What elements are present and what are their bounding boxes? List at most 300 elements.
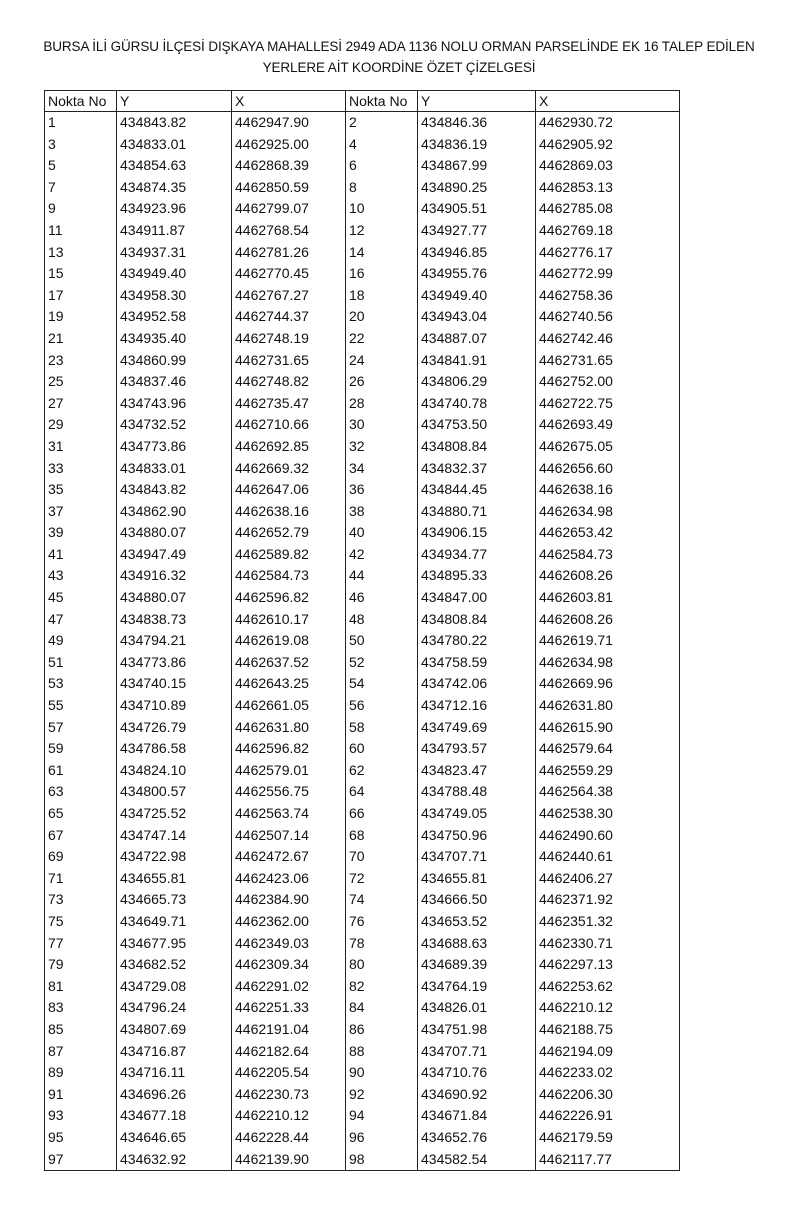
x-cell: 4462251.33 — [232, 997, 346, 1019]
table-row — [45, 544, 680, 566]
table-row — [45, 177, 680, 199]
y-cell: 434677.18 — [117, 1105, 232, 1127]
nokta-no-cell: 64 — [346, 781, 418, 803]
y-cell: 434666.50 — [418, 889, 536, 911]
table-row — [45, 263, 680, 285]
nokta-no-cell: 4 — [346, 134, 418, 156]
nokta-no-cell: 30 — [346, 414, 418, 436]
y-cell: 434710.76 — [418, 1062, 536, 1084]
x-cell: 4462584.73 — [232, 565, 346, 587]
nokta-no-cell: 44 — [346, 565, 418, 587]
table-row — [45, 1149, 680, 1171]
nokta-no-cell: 39 — [45, 522, 117, 544]
x-cell: 4462772.99 — [536, 263, 680, 285]
nokta-no-cell: 87 — [45, 1041, 117, 1063]
y-cell: 434874.35 — [117, 177, 232, 199]
x-cell: 4462731.65 — [536, 350, 680, 372]
x-cell: 4462619.71 — [536, 630, 680, 652]
nokta-no-cell: 40 — [346, 522, 418, 544]
table-row — [45, 868, 680, 890]
x-cell: 4462731.65 — [232, 350, 346, 372]
table-body — [45, 112, 680, 1171]
y-cell: 434927.77 — [418, 220, 536, 242]
x-cell: 4462226.91 — [536, 1105, 680, 1127]
y-cell: 434682.52 — [117, 954, 232, 976]
nokta-no-cell: 49 — [45, 630, 117, 652]
y-cell: 434808.84 — [418, 436, 536, 458]
y-cell: 434655.81 — [117, 868, 232, 890]
y-cell: 434867.99 — [418, 155, 536, 177]
nokta-no-cell: 69 — [45, 846, 117, 868]
table-row — [45, 630, 680, 652]
x-cell: 4462631.80 — [232, 717, 346, 739]
nokta-no-cell: 9 — [45, 198, 117, 220]
x-cell: 4462710.66 — [232, 414, 346, 436]
x-cell: 4462507.14 — [232, 825, 346, 847]
nokta-no-cell: 81 — [45, 976, 117, 998]
nokta-no-cell: 78 — [346, 933, 418, 955]
coordinate-table — [44, 90, 680, 1171]
x-cell: 4462205.54 — [232, 1062, 346, 1084]
x-cell: 4462693.49 — [536, 414, 680, 436]
nokta-no-cell: 25 — [45, 371, 117, 393]
x-cell: 4462490.60 — [536, 825, 680, 847]
y-cell: 434955.76 — [418, 263, 536, 285]
table-row — [45, 112, 680, 134]
x-cell: 4462179.59 — [536, 1127, 680, 1149]
table-row — [45, 954, 680, 976]
x-cell: 4462638.16 — [536, 479, 680, 501]
y-cell: 434725.52 — [117, 803, 232, 825]
nokta-no-cell: 91 — [45, 1084, 117, 1106]
y-cell: 434947.49 — [117, 544, 232, 566]
y-cell: 434689.39 — [418, 954, 536, 976]
nokta-no-cell: 45 — [45, 587, 117, 609]
table-row — [45, 587, 680, 609]
nokta-no-cell: 3 — [45, 134, 117, 156]
table-row — [45, 155, 680, 177]
nokta-no-cell: 47 — [45, 609, 117, 631]
nokta-no-cell: 55 — [45, 695, 117, 717]
nokta-no-cell: 21 — [45, 328, 117, 350]
nokta-no-cell: 20 — [346, 306, 418, 328]
table-row — [45, 1127, 680, 1149]
x-cell: 4462669.96 — [536, 673, 680, 695]
x-cell: 4462853.13 — [536, 177, 680, 199]
nokta-no-cell: 57 — [45, 717, 117, 739]
nokta-no-cell: 54 — [346, 673, 418, 695]
nokta-no-cell: 67 — [45, 825, 117, 847]
x-cell: 4462752.00 — [536, 371, 680, 393]
y-cell: 434655.81 — [418, 868, 536, 890]
x-cell: 4462210.12 — [232, 1105, 346, 1127]
y-cell: 434786.58 — [117, 738, 232, 760]
x-cell: 4462634.98 — [536, 501, 680, 523]
table-row — [45, 242, 680, 264]
table-row — [45, 1062, 680, 1084]
x-cell: 4462188.75 — [536, 1019, 680, 1041]
x-cell: 4462472.67 — [232, 846, 346, 868]
x-cell: 4462799.07 — [232, 198, 346, 220]
nokta-no-cell: 36 — [346, 479, 418, 501]
nokta-no-cell: 6 — [346, 155, 418, 177]
table-row — [45, 609, 680, 631]
table-row — [45, 717, 680, 739]
y-cell: 434826.01 — [418, 997, 536, 1019]
y-cell: 434958.30 — [117, 285, 232, 307]
nokta-no-cell: 68 — [346, 825, 418, 847]
nokta-no-cell: 52 — [346, 652, 418, 674]
nokta-no-cell: 15 — [45, 263, 117, 285]
y-cell: 434751.98 — [418, 1019, 536, 1041]
nokta-no-cell: 7 — [45, 177, 117, 199]
nokta-no-cell: 80 — [346, 954, 418, 976]
nokta-no-cell: 22 — [346, 328, 418, 350]
x-cell: 4462744.37 — [232, 306, 346, 328]
x-cell: 4462556.75 — [232, 781, 346, 803]
x-cell: 4462309.34 — [232, 954, 346, 976]
nokta-no-cell: 32 — [346, 436, 418, 458]
nokta-no-cell: 18 — [346, 285, 418, 307]
nokta-no-cell: 28 — [346, 393, 418, 415]
y-cell: 434847.00 — [418, 587, 536, 609]
y-cell: 434716.87 — [117, 1041, 232, 1063]
x-cell: 4462850.59 — [232, 177, 346, 199]
nokta-no-cell: 90 — [346, 1062, 418, 1084]
nokta-no-cell: 16 — [346, 263, 418, 285]
x-cell: 4462559.29 — [536, 760, 680, 782]
table-row — [45, 198, 680, 220]
nokta-no-cell: 86 — [346, 1019, 418, 1041]
y-cell: 434671.84 — [418, 1105, 536, 1127]
y-cell: 434688.63 — [418, 933, 536, 955]
nokta-no-cell: 13 — [45, 242, 117, 264]
x-cell: 4462297.13 — [536, 954, 680, 976]
y-cell: 434905.51 — [418, 198, 536, 220]
x-cell: 4462656.60 — [536, 458, 680, 480]
y-cell: 434747.14 — [117, 825, 232, 847]
x-cell: 4462230.73 — [232, 1084, 346, 1106]
y-cell: 434743.96 — [117, 393, 232, 415]
nokta-no-cell: 17 — [45, 285, 117, 307]
nokta-no-cell: 51 — [45, 652, 117, 674]
y-cell: 434846.36 — [418, 112, 536, 134]
table-row — [45, 933, 680, 955]
y-cell: 434742.06 — [418, 673, 536, 695]
x-cell: 4462233.02 — [536, 1062, 680, 1084]
x-cell: 4462735.47 — [232, 393, 346, 415]
y-cell: 434729.08 — [117, 976, 232, 998]
x-cell: 4462740.56 — [536, 306, 680, 328]
x-cell: 4462615.90 — [536, 717, 680, 739]
table-row — [45, 393, 680, 415]
y-cell: 434726.79 — [117, 717, 232, 739]
nokta-no-cell: 10 — [346, 198, 418, 220]
x-cell: 4462769.18 — [536, 220, 680, 242]
nokta-no-cell: 33 — [45, 458, 117, 480]
table-row — [45, 479, 680, 501]
nokta-no-cell: 37 — [45, 501, 117, 523]
y-cell: 434653.52 — [418, 911, 536, 933]
y-cell: 434712.16 — [418, 695, 536, 717]
nokta-no-cell: 79 — [45, 954, 117, 976]
x-cell: 4462538.30 — [536, 803, 680, 825]
y-cell: 434707.71 — [418, 846, 536, 868]
y-cell: 434696.26 — [117, 1084, 232, 1106]
x-cell: 4462748.19 — [232, 328, 346, 350]
y-cell: 434740.78 — [418, 393, 536, 415]
y-cell: 434911.87 — [117, 220, 232, 242]
y-cell: 434793.57 — [418, 738, 536, 760]
nokta-no-cell: 5 — [45, 155, 117, 177]
x-cell: 4462584.73 — [536, 544, 680, 566]
y-cell: 434949.40 — [418, 285, 536, 307]
table-row — [45, 781, 680, 803]
header-nokta-no-2: Nokta No — [346, 91, 418, 112]
x-cell: 4462930.72 — [536, 112, 680, 134]
table-row — [45, 825, 680, 847]
table-row — [45, 1041, 680, 1063]
table-row — [45, 803, 680, 825]
table-row — [45, 1084, 680, 1106]
y-cell: 434887.07 — [418, 328, 536, 350]
nokta-no-cell: 23 — [45, 350, 117, 372]
x-cell: 4462191.04 — [232, 1019, 346, 1041]
x-cell: 4462608.26 — [536, 565, 680, 587]
nokta-no-cell: 27 — [45, 393, 117, 415]
x-cell: 4462631.80 — [536, 695, 680, 717]
x-cell: 4462869.03 — [536, 155, 680, 177]
table-row — [45, 760, 680, 782]
nokta-no-cell: 75 — [45, 911, 117, 933]
x-cell: 4462210.12 — [536, 997, 680, 1019]
y-cell: 434652.76 — [418, 1127, 536, 1149]
y-cell: 434807.69 — [117, 1019, 232, 1041]
x-cell: 4462868.39 — [232, 155, 346, 177]
nokta-no-cell: 85 — [45, 1019, 117, 1041]
nokta-no-cell: 76 — [346, 911, 418, 933]
x-cell: 4462692.85 — [232, 436, 346, 458]
nokta-no-cell: 61 — [45, 760, 117, 782]
nokta-no-cell: 41 — [45, 544, 117, 566]
nokta-no-cell: 65 — [45, 803, 117, 825]
nokta-no-cell: 56 — [346, 695, 418, 717]
nokta-no-cell: 83 — [45, 997, 117, 1019]
nokta-no-cell: 71 — [45, 868, 117, 890]
nokta-no-cell: 50 — [346, 630, 418, 652]
nokta-no-cell: 93 — [45, 1105, 117, 1127]
y-cell: 434800.57 — [117, 781, 232, 803]
x-cell: 4462947.90 — [232, 112, 346, 134]
x-cell: 4462669.32 — [232, 458, 346, 480]
y-cell: 434780.22 — [418, 630, 536, 652]
document-title — [40, 36, 758, 78]
x-cell: 4462291.02 — [232, 976, 346, 998]
x-cell: 4462423.06 — [232, 868, 346, 890]
y-cell: 434838.73 — [117, 609, 232, 631]
header-nokta-no-1: Nokta No — [45, 91, 117, 112]
table-row — [45, 436, 680, 458]
y-cell: 434949.40 — [117, 263, 232, 285]
x-cell: 4462579.01 — [232, 760, 346, 782]
table-row — [45, 522, 680, 544]
y-cell: 434749.69 — [418, 717, 536, 739]
table-row — [45, 976, 680, 998]
y-cell: 434796.24 — [117, 997, 232, 1019]
y-cell: 434749.05 — [418, 803, 536, 825]
x-cell: 4462776.17 — [536, 242, 680, 264]
header-x-2: X — [536, 91, 680, 112]
table-row — [45, 846, 680, 868]
y-cell: 434665.73 — [117, 889, 232, 911]
table-row — [45, 458, 680, 480]
table-row — [45, 565, 680, 587]
y-cell: 434935.40 — [117, 328, 232, 350]
nokta-no-cell: 82 — [346, 976, 418, 998]
header-y-2: Y — [418, 91, 536, 112]
x-cell: 4462596.82 — [232, 738, 346, 760]
y-cell: 434788.48 — [418, 781, 536, 803]
table-row — [45, 220, 680, 242]
title-line-1: BURSA İLİ GÜRSU İLÇESİ DIŞKAYA MAHALLESİ 2949 ADA 1136 NOLU ORMAN PARSELİNDE EK 16 TALEP EDİLEN — [43, 39, 755, 54]
x-cell: 4462139.90 — [232, 1149, 346, 1171]
x-cell: 4462742.46 — [536, 328, 680, 350]
y-cell: 434582.54 — [418, 1149, 536, 1171]
x-cell: 4462330.71 — [536, 933, 680, 955]
x-cell: 4462925.00 — [232, 134, 346, 156]
y-cell: 434794.21 — [117, 630, 232, 652]
nokta-no-cell: 73 — [45, 889, 117, 911]
header-y-1: Y — [117, 91, 232, 112]
nokta-no-cell: 60 — [346, 738, 418, 760]
y-cell: 434916.32 — [117, 565, 232, 587]
y-cell: 434860.99 — [117, 350, 232, 372]
x-cell: 4462596.82 — [232, 587, 346, 609]
x-cell: 4462194.09 — [536, 1041, 680, 1063]
y-cell: 434937.31 — [117, 242, 232, 264]
y-cell: 434934.77 — [418, 544, 536, 566]
table-row — [45, 134, 680, 156]
table-row — [45, 371, 680, 393]
nokta-no-cell: 77 — [45, 933, 117, 955]
x-cell: 4462758.36 — [536, 285, 680, 307]
table-row — [45, 306, 680, 328]
y-cell: 434880.07 — [117, 522, 232, 544]
nokta-no-cell: 92 — [346, 1084, 418, 1106]
nokta-no-cell: 11 — [45, 220, 117, 242]
x-cell: 4462722.75 — [536, 393, 680, 415]
y-cell: 434690.92 — [418, 1084, 536, 1106]
y-cell: 434833.01 — [117, 134, 232, 156]
x-cell: 4462619.08 — [232, 630, 346, 652]
x-cell: 4462406.27 — [536, 868, 680, 890]
y-cell: 434943.04 — [418, 306, 536, 328]
x-cell: 4462579.64 — [536, 738, 680, 760]
nokta-no-cell: 48 — [346, 609, 418, 631]
x-cell: 4462661.05 — [232, 695, 346, 717]
table-row — [45, 997, 680, 1019]
x-cell: 4462349.03 — [232, 933, 346, 955]
header-x-1: X — [232, 91, 346, 112]
title-line-2: YERLERE AİT KOORDİNE ÖZET ÇİZELGESİ — [262, 60, 536, 75]
nokta-no-cell: 94 — [346, 1105, 418, 1127]
table-row — [45, 911, 680, 933]
nokta-no-cell: 24 — [346, 350, 418, 372]
x-cell: 4462770.45 — [232, 263, 346, 285]
y-cell: 434722.98 — [117, 846, 232, 868]
y-cell: 434836.19 — [418, 134, 536, 156]
table-row — [45, 889, 680, 911]
nokta-no-cell: 70 — [346, 846, 418, 868]
table-row — [45, 1105, 680, 1127]
y-cell: 434716.11 — [117, 1062, 232, 1084]
nokta-no-cell: 46 — [346, 587, 418, 609]
x-cell: 4462564.38 — [536, 781, 680, 803]
y-cell: 434843.82 — [117, 479, 232, 501]
table-row — [45, 501, 680, 523]
y-cell: 434832.37 — [418, 458, 536, 480]
table-row — [45, 328, 680, 350]
table-row — [45, 1019, 680, 1041]
y-cell: 434923.96 — [117, 198, 232, 220]
x-cell: 4462637.52 — [232, 652, 346, 674]
nokta-no-cell: 34 — [346, 458, 418, 480]
nokta-no-cell: 74 — [346, 889, 418, 911]
table-row — [45, 285, 680, 307]
y-cell: 434833.01 — [117, 458, 232, 480]
x-cell: 4462905.92 — [536, 134, 680, 156]
x-cell: 4462182.64 — [232, 1041, 346, 1063]
y-cell: 434758.59 — [418, 652, 536, 674]
x-cell: 4462634.98 — [536, 652, 680, 674]
nokta-no-cell: 89 — [45, 1062, 117, 1084]
y-cell: 434750.96 — [418, 825, 536, 847]
y-cell: 434732.52 — [117, 414, 232, 436]
nokta-no-cell: 62 — [346, 760, 418, 782]
y-cell: 434808.84 — [418, 609, 536, 631]
nokta-no-cell: 97 — [45, 1149, 117, 1171]
y-cell: 434632.92 — [117, 1149, 232, 1171]
y-cell: 434710.89 — [117, 695, 232, 717]
nokta-no-cell: 95 — [45, 1127, 117, 1149]
x-cell: 4462253.62 — [536, 976, 680, 998]
x-cell: 4462351.32 — [536, 911, 680, 933]
table-row — [45, 738, 680, 760]
x-cell: 4462117.77 — [536, 1149, 680, 1171]
x-cell: 4462675.05 — [536, 436, 680, 458]
nokta-no-cell: 98 — [346, 1149, 418, 1171]
x-cell: 4462652.79 — [232, 522, 346, 544]
y-cell: 434824.10 — [117, 760, 232, 782]
nokta-no-cell: 31 — [45, 436, 117, 458]
y-cell: 434740.15 — [117, 673, 232, 695]
x-cell: 4462362.00 — [232, 911, 346, 933]
y-cell: 434880.71 — [418, 501, 536, 523]
y-cell: 434952.58 — [117, 306, 232, 328]
y-cell: 434773.86 — [117, 436, 232, 458]
table-row — [45, 414, 680, 436]
y-cell: 434764.19 — [418, 976, 536, 998]
y-cell: 434862.90 — [117, 501, 232, 523]
nokta-no-cell: 29 — [45, 414, 117, 436]
x-cell: 4462610.17 — [232, 609, 346, 631]
x-cell: 4462768.54 — [232, 220, 346, 242]
table-row — [45, 673, 680, 695]
nokta-no-cell: 26 — [346, 371, 418, 393]
y-cell: 434837.46 — [117, 371, 232, 393]
y-cell: 434946.85 — [418, 242, 536, 264]
nokta-no-cell: 53 — [45, 673, 117, 695]
